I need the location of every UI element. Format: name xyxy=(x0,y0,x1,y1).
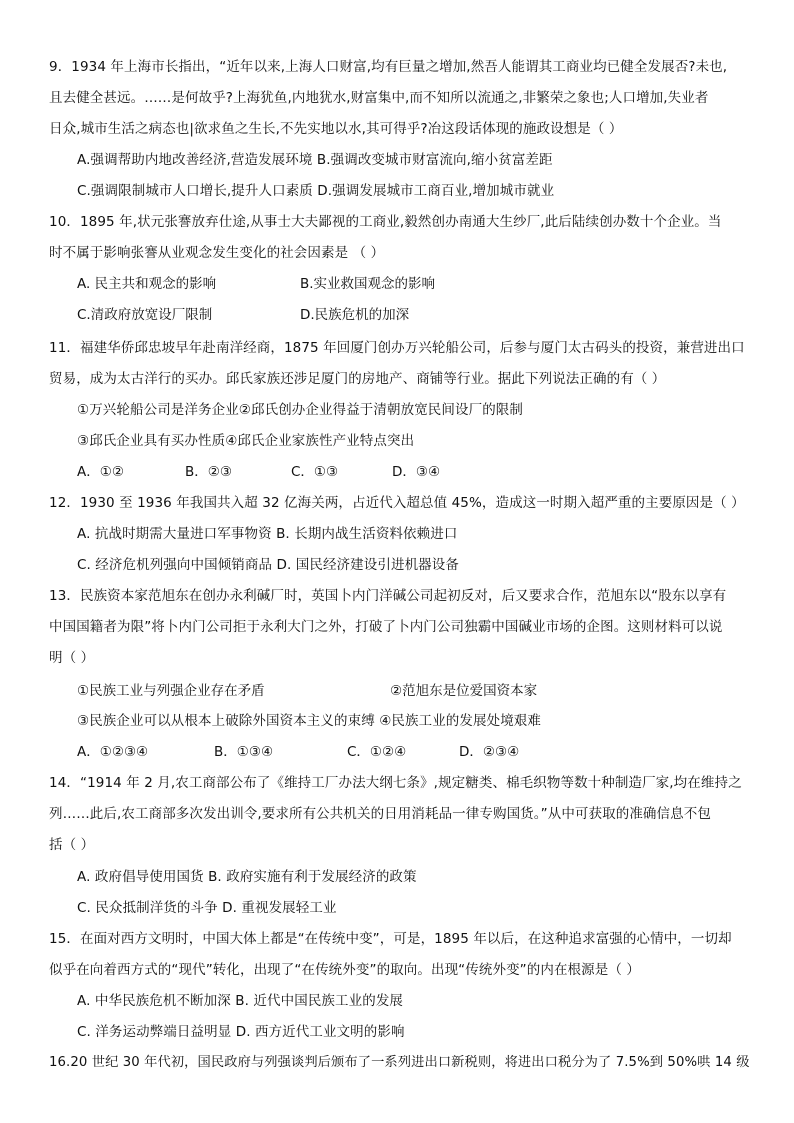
q10-option-b: B.实业救国观念的影响 xyxy=(300,276,436,292)
q12-option-line-2: C. 经济危机列强向中国倾销商品 D. 国民经济建设引进机器设备 xyxy=(77,557,459,573)
q9-option-line-2: C.强调限制城市人口增长,提升人口素质 D.强调发展城市工商百业,增加城市就业 xyxy=(77,183,555,199)
q11-stem-line-1: 11．福建华侨邱忠坡早年赴南洋经商，1875 年回厦门创办万兴轮船公司，后参与厦门太古码头的投资，兼营进出口 xyxy=(49,340,745,356)
q13-choice-d: D．②③④ xyxy=(459,744,520,760)
q14-stem-line-2: 列……此后,农工商部多次发出训令,要求所有公共机关的日用消耗品一律专购国货。”从中可获取的准确信息不包 xyxy=(49,806,711,822)
q11-choice-d: D．③④ xyxy=(392,464,441,480)
q10-stem-line-1: 10．1895 年,状元张謇放弃仕途,从事士大夫鄙视的工商业,毅然创办南通大生纱厂,此后陆续创办数十个企业。当 xyxy=(49,214,722,230)
q13-statement-line-2: ③民族企业可以从根本上破除外国资本主义的束缚 ④民族工业的发展处境艰难 xyxy=(77,713,541,729)
q9-stem-line-3: 日众,城市生活之病态也|欲求鱼之生长,不先实地以水,其可得乎?冶这段话体现的施政设想是（ ） xyxy=(49,121,623,137)
q10-option-a: A. 民主共和观念的影响 xyxy=(77,276,217,292)
q13-stem-line-3: 明（ ） xyxy=(49,650,95,666)
q13-choice-c: C．①②④ xyxy=(347,744,407,760)
q9-stem-line-1: 9．1934 年上海市长指出，“近年以来,上海人口财富,均有巨量之增加,然吾人能谓其工商业均已健全发展否?未也, xyxy=(49,59,728,75)
q11-stem-line-2: 贸易，成为太古洋行的买办。邱氏家族还涉足厦门的房地产、商铺等行业。据此下列说法正确的有（ ） xyxy=(49,371,666,387)
q16-stem-line-1: 16.20 世纪 30 年代初，国民政府与列强谈判后颁布了一系列进出口新税则，将进出口税分为了 7.5%到 50%哄 14 级 xyxy=(49,1055,750,1070)
q13-statement-1: ①民族工业与列强企业存在矛盾 xyxy=(77,683,265,699)
q11-statement-line-2: ③邱氏企业具有买办性质④邱氏企业家族性产业特点突出 xyxy=(77,433,415,449)
q11-choice-a: A．①② xyxy=(77,464,124,480)
q10-stem-line-2: 时不属于影响张謇从业观念发生变化的社会因素是 （ ） xyxy=(49,245,385,261)
q10-option-d: D.民族危机的加深 xyxy=(300,307,410,323)
q15-option-line-1: A. 中华民族危机不断加深 B. 近代中国民族工业的发展 xyxy=(77,993,404,1009)
q11-choice-c: C．①③ xyxy=(291,464,339,480)
q12-option-line-1: A. 抗战时期需大量进口军事物资 B. 长期内战生活资料依赖进口 xyxy=(77,526,458,542)
q13-choice-b: B．①③④ xyxy=(214,744,274,760)
q14-option-line-1: A. 政府倡导使用国货 B. 政府实施有利于发展经济的政策 xyxy=(77,869,417,885)
q14-stem-line-3: 括（ ） xyxy=(49,837,95,853)
q9-option-line-1: A.强调帮助内地改善经济,营造发展环境 B.强调改变城市财富流向,缩小贫富差距 xyxy=(77,152,553,168)
q9-stem-line-2: 且去健全甚远。……是何故乎?上海犹鱼,内地犹水,财富集中,而不知所以流通之,非繁荣之象也;人口增加,失业者 xyxy=(49,90,709,106)
q12-stem-line-1: 12．1930 至 1936 年我国共入超 32 亿海关两，占近代入超总值 45%，造成这一时期入超严重的主要原因是（ ） xyxy=(49,495,745,511)
q13-choice-a: A．①②③④ xyxy=(77,744,149,760)
q11-choice-b: B．②③ xyxy=(185,464,232,480)
q10-option-c: C.清政府放宽设厂限制 xyxy=(77,307,213,323)
q15-option-line-2: C. 洋务运动弊端日益明显 D. 西方近代工业文明的影响 xyxy=(77,1024,405,1040)
q15-stem-line-2: 似乎在向着西方式的“现代”转化，出现了“在传统外变”的取向。出现“传统外变”的内在根源是（ ） xyxy=(49,962,640,978)
q14-option-line-2: C. 民众抵制洋货的斗争 D. 重视发展轻工业 xyxy=(77,900,337,916)
q13-stem-line-1: 13．民族资本家范旭东在创办永利碱厂时，英国卜内门洋碱公司起初反对，后又要求合作，范旭东以“股东以享有 xyxy=(49,588,727,604)
q13-statement-2: ②范旭东是位爱国资本家 xyxy=(390,683,538,699)
q15-stem-line-1: 15．在面对西方文明时，中国大体上都是“在传统中变”，可是，1895 年以后，在这种追求富强的心情中，一切却 xyxy=(49,931,732,947)
q11-statement-line-1: ①万兴轮船公司是洋务企业②邱氏创办企业得益于清朝放宽民间设厂的限制 xyxy=(77,402,524,418)
q13-stem-line-2: 中国国籍者为限”将卜内门公司拒于永利大门之外，打破了卜内门公司独霸中国碱业市场的企图。这则材料可以说 xyxy=(49,619,723,635)
q14-stem-line-1: 14．“1914 年 2 月,农工商部公布了《维持工厂办法大纲七条》,规定糖类、棉毛织物等数十种制造厂家,均在维持之 xyxy=(49,775,742,791)
